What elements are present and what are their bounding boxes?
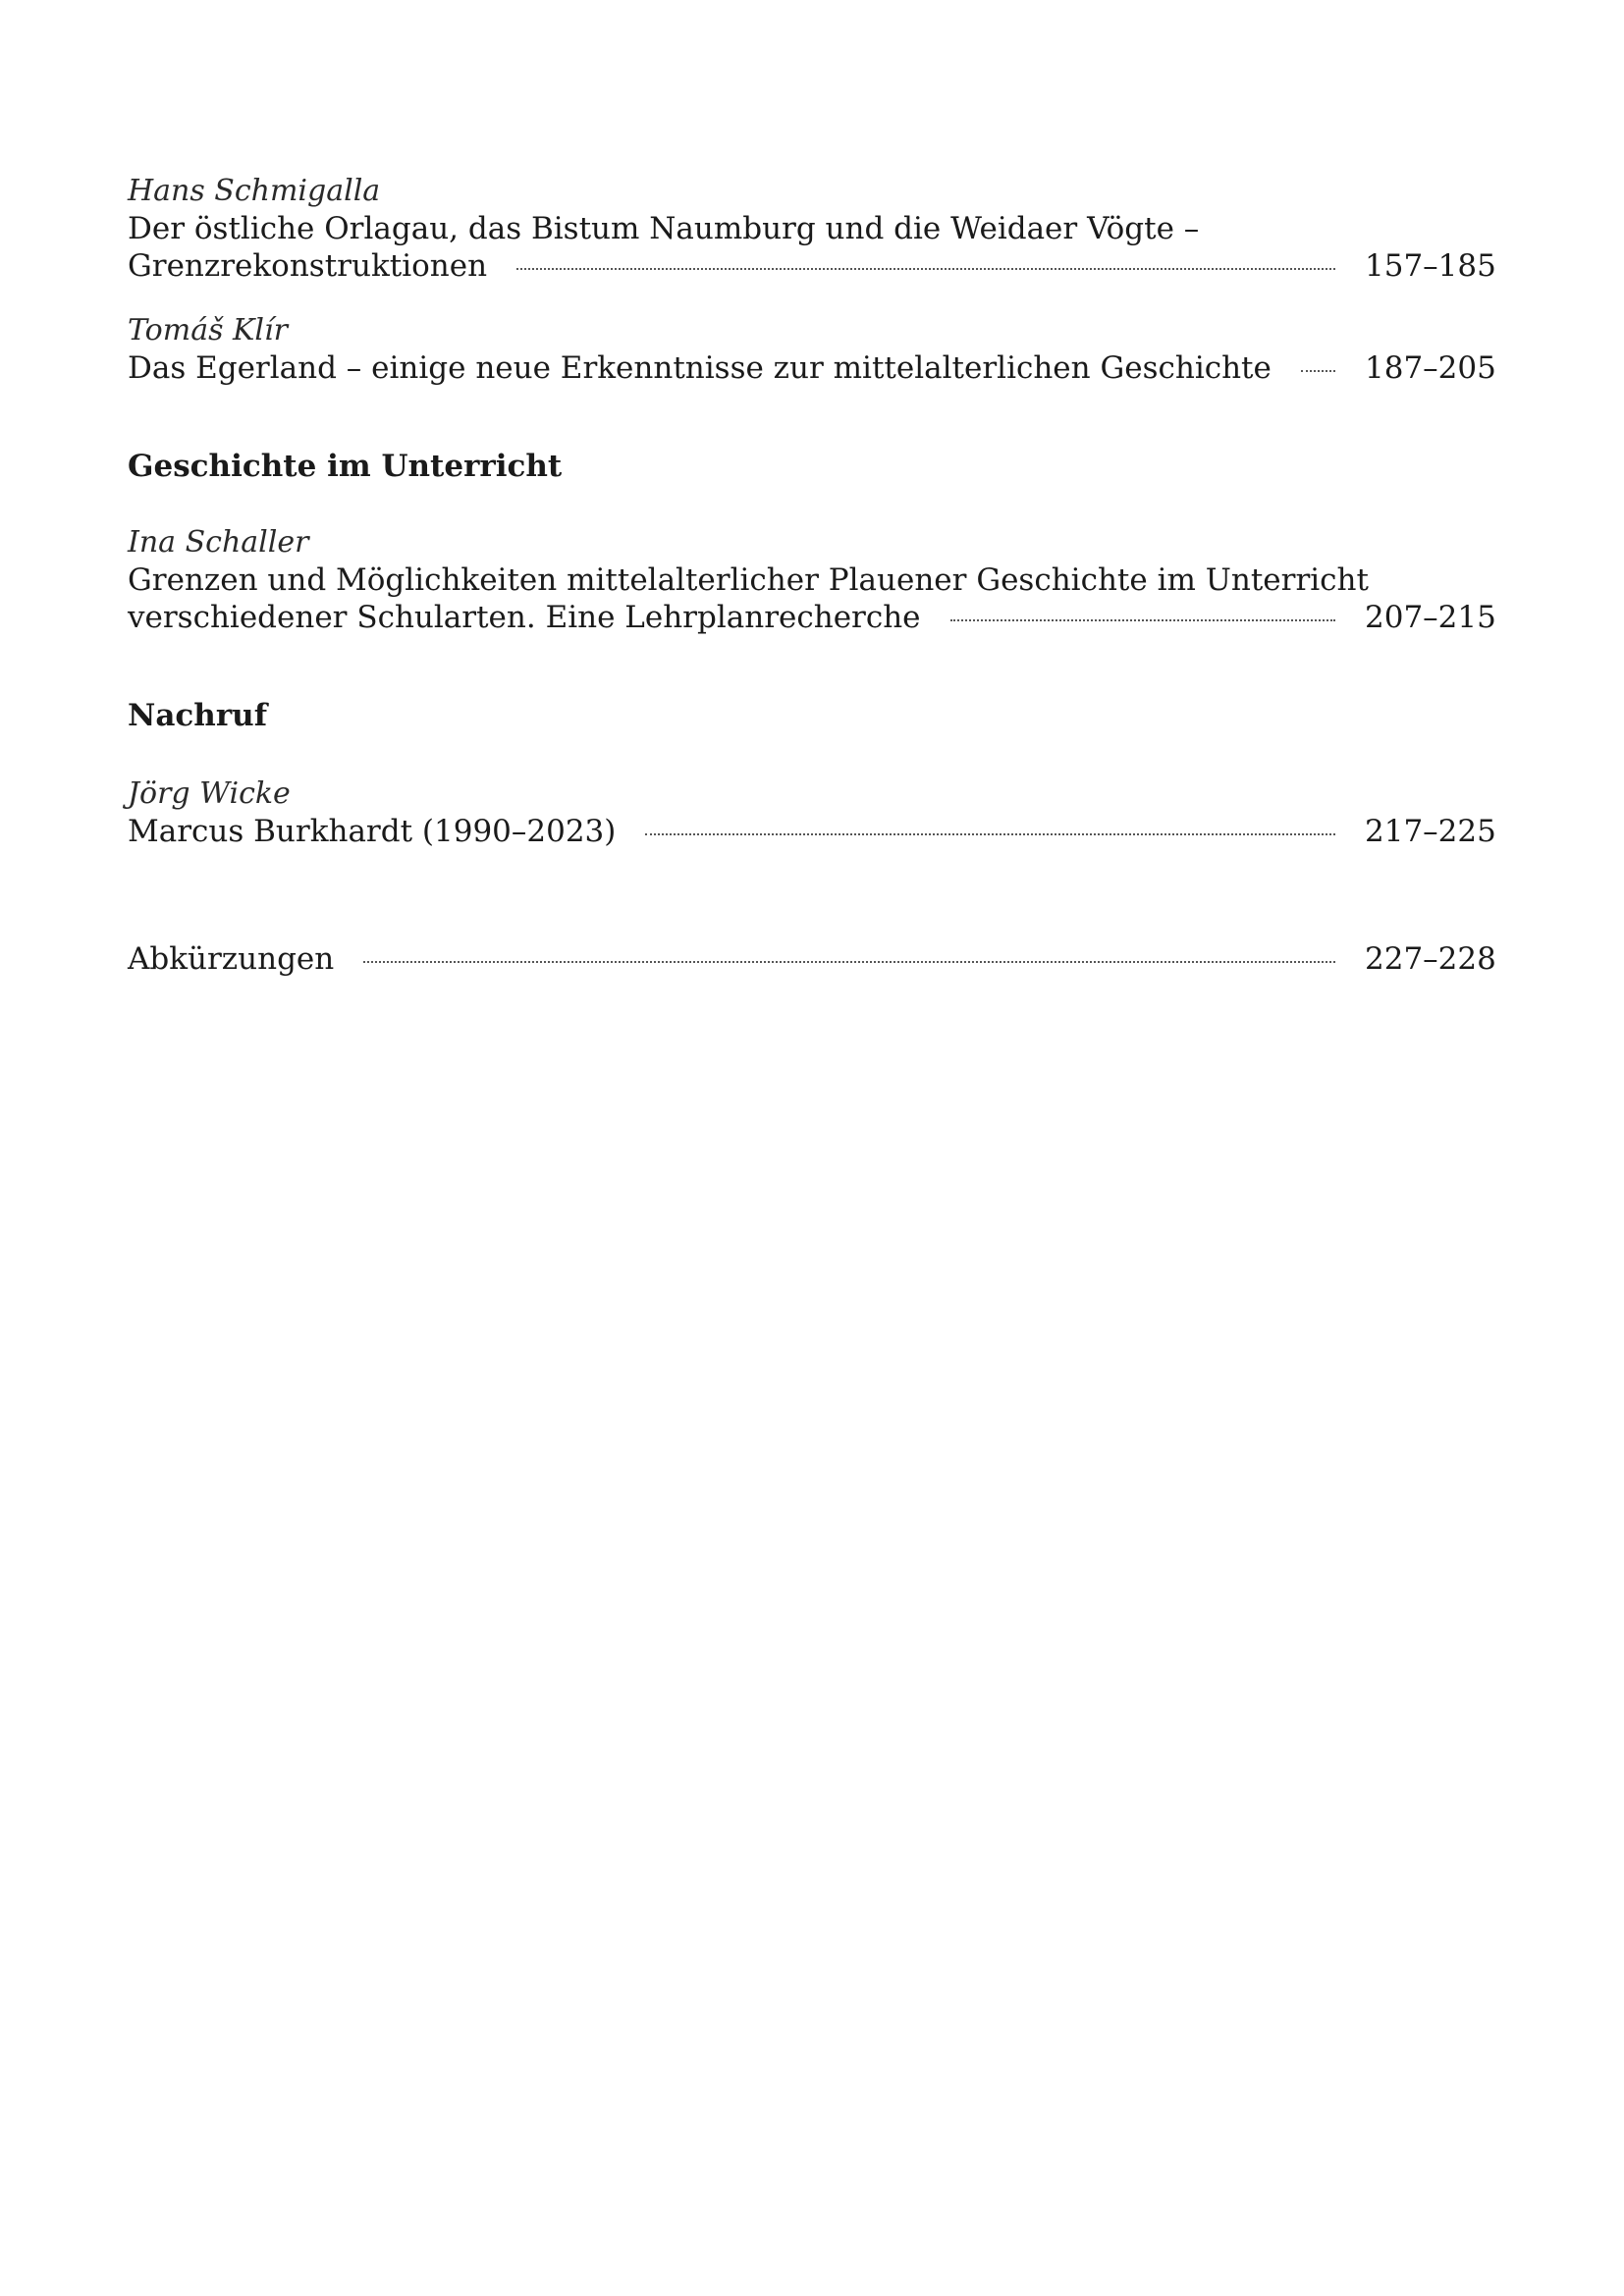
entry-title-text: Das Egerland – einige neue Erkenntnisse zur mittelalterlichen Geschichte — [128, 350, 1272, 386]
entry-pages: 227–228 — [1365, 941, 1496, 977]
entry-title-text: Abkürzungen — [128, 941, 335, 977]
dot-leader — [363, 961, 1335, 963]
toc-entry — [128, 173, 1496, 285]
entry-title-last-line — [128, 813, 1496, 850]
entry-title-line: Grenzen und Möglichkeiten mittelalterlicher Plauener Geschichte im Unterricht — [128, 562, 1369, 598]
entry-pages: 217–225 — [1365, 814, 1496, 849]
toc-entry — [128, 940, 1496, 978]
entry-pages: 187–205 — [1365, 350, 1496, 386]
section-heading-nachruf: Nachruf — [128, 698, 268, 733]
entry-author: Tomáš Klír — [128, 313, 288, 347]
entry-title-line: Der östliche Orlagau, das Bistum Naumburg und die Weidaer Vögte – — [128, 211, 1200, 246]
entry-author: Ina Schaller — [128, 525, 309, 560]
toc-entry — [128, 524, 1496, 636]
dot-leader — [516, 268, 1335, 270]
dot-leader — [645, 833, 1335, 835]
entry-title-last-line — [128, 247, 1496, 285]
dot-leader — [1301, 370, 1335, 372]
entry-title-text: Grenzrekonstruktionen — [128, 248, 488, 284]
entry-title-last-line — [128, 940, 1496, 978]
toc-entry — [128, 775, 1496, 850]
entry-title-last-line — [128, 599, 1496, 636]
toc-entry — [128, 312, 1496, 387]
entry-author: Hans Schmigalla — [128, 174, 381, 208]
dot-leader — [950, 619, 1335, 621]
entry-title-last-line — [128, 349, 1496, 387]
section-heading-unterricht: Geschichte im Unterricht — [128, 449, 563, 484]
entry-title-text: verschiedener Schularten. Eine Lehrplanrecherche — [128, 600, 921, 635]
entry-author: Jörg Wicke — [128, 776, 291, 811]
entry-title-text: Marcus Burkhardt (1990–2023) — [128, 814, 617, 849]
entry-pages: 207–215 — [1365, 600, 1496, 635]
entry-pages: 157–185 — [1365, 248, 1496, 284]
